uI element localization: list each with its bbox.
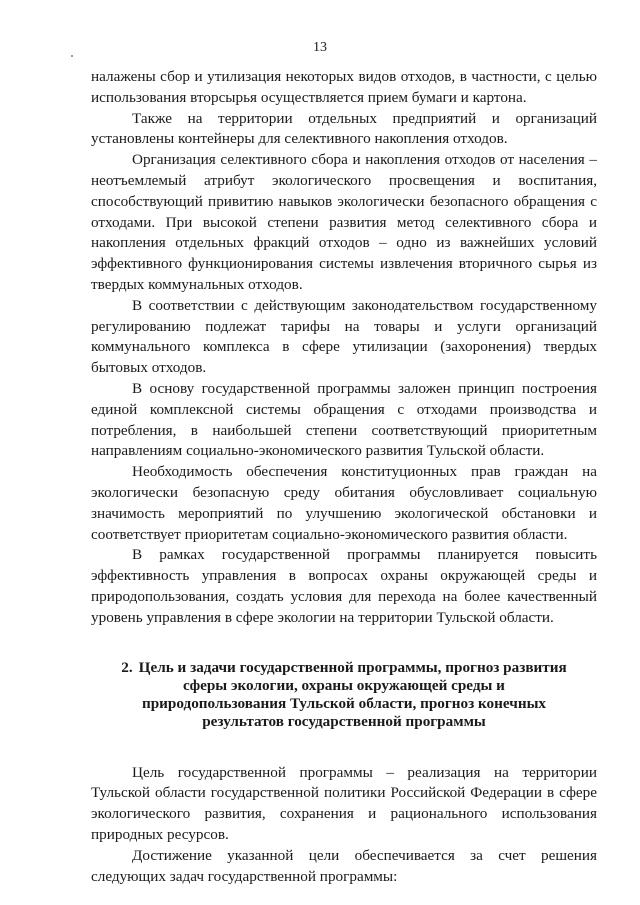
section-heading-line-2: сферы экологии, охраны окружающей среды и	[183, 676, 505, 694]
section-heading-line-3: природопользования Тульской области, прогноз конечных	[141, 694, 547, 712]
section-heading-line-4: результатов государственной программы	[202, 712, 486, 730]
paragraph: Также на территории отдельных предприятий и организаций установлены контейнеры для селективного накопления отходов.	[91, 109, 597, 148]
section-heading-line-1	[91, 659, 597, 677]
paragraph-group-bottom	[91, 763, 597, 888]
section-number: 2.	[121, 658, 133, 676]
paragraph: Необходимость обеспечения конституционных прав граждан на экологически безопасную среду обитания обусловливает социальную значимость мероприятий по улучшению экологической обстановки и соответствует приоритетам социально-экономического развития области.	[91, 463, 597, 543]
section-heading-text: Цель и задачи государственной программы, прогноз развития	[138, 658, 567, 676]
section-heading	[91, 659, 597, 731]
paragraph: В рамках государственной программы планируется повысить эффективность управления в вопросах охраны окружающей среды и природопользования, создать условия для перехода на более качественный уровень управления в сфере экологии на территории Тульской области.	[91, 546, 597, 626]
paragraph: Организация селективного сбора и накопления отходов от населения – неотъемлемый атрибут экологического просвещения и воспитания, способствующий привитию навыков экологически безопасного обращения с отходами. При высокой степени развития метод селективного сбора и накопления отдельных фракций отходов – одно из важнейших условий эффективного функционирования системы извлечения вторичного сырья из твердых коммунальных отходов.	[91, 151, 597, 293]
page-number: 13	[313, 40, 327, 55]
paragraph: налажены сбор и утилизация некоторых видов отходов, в частности, с целью использования вторсырья осуществляется прием бумаги и картона.	[91, 68, 597, 106]
paragraph: Цель государственной программы – реализация на территории Тульской области государственной политики Российской Федерации в сфере экологического развития, сохранения и рационального использования природных ресурсов.	[91, 763, 597, 843]
paragraph: В соответствии с действующим законодательством государственному регулированию подлежат тарифы на товары и услуги организаций коммунального комплекса в сфере утилизации (захоронения) твердых бытовых отходов.	[91, 296, 597, 377]
page-body	[91, 67, 597, 887]
paragraph: Достижение указанной цели обеспечивается за счет решения следующих задач государственной программы:	[91, 846, 597, 885]
paragraph-group-top	[91, 67, 597, 629]
paragraph: В основу государственной программы заложен принцип построения единой комплексной системы обращения с отходами производства и потребления, в наибольшей степени соответствующий приоритетным направлениям социально-экономического развития Тульской области.	[91, 379, 597, 460]
